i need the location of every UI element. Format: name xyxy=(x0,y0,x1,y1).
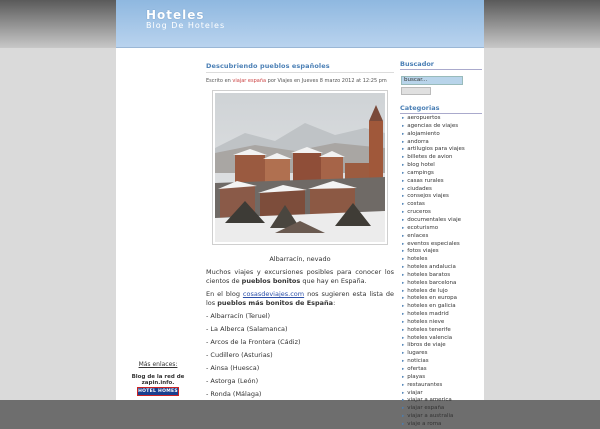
p2-text-d: : xyxy=(333,298,336,307)
category-link[interactable]: ▸ cruceros xyxy=(402,209,482,217)
category-link[interactable]: ▸ hoteles de lujo xyxy=(402,288,482,296)
category-link[interactable]: ▸ hoteles xyxy=(402,256,482,264)
category-link[interactable]: ▸ consejos viajes xyxy=(402,193,482,201)
category-link[interactable]: ▸ enlaces xyxy=(402,233,482,241)
list-item: - Astorga (León) xyxy=(206,377,259,385)
category-link[interactable]: ▸ restaurantes xyxy=(402,382,482,390)
category-link[interactable]: ▸ hoteles en galicia xyxy=(402,303,482,311)
category-link[interactable]: ▸ viajar xyxy=(402,390,482,398)
categories-list xyxy=(402,115,482,429)
post-title[interactable]: Descubriendo pueblos españoles xyxy=(206,62,394,73)
search-input[interactable]: buscar... xyxy=(401,76,463,85)
mas-enlaces-link[interactable]: Más enlaces: xyxy=(138,361,178,368)
list-item: - La Alberca (Salamanca) xyxy=(206,325,288,333)
category-link[interactable]: ▸ campings xyxy=(402,170,482,178)
post-photo[interactable] xyxy=(212,90,388,245)
category-link[interactable]: ▸ playas xyxy=(402,374,482,382)
list-item: - Cudillero (Asturias) xyxy=(206,351,273,359)
category-link[interactable]: ▸ hoteles madrid xyxy=(402,311,482,319)
category-link[interactable]: ▸ ofertas xyxy=(402,366,482,374)
list-item: - Ronda (Málaga) xyxy=(206,390,262,398)
p1-text-a: Muchos viajes y excursiones posibles para conocer los cientos de xyxy=(206,268,394,285)
category-link[interactable]: ▸ costas xyxy=(402,201,482,209)
category-link[interactable]: ▸ lugares xyxy=(402,350,482,358)
right-sidebar xyxy=(400,60,482,427)
site-title[interactable]: Hoteles xyxy=(146,8,205,22)
category-link[interactable]: ▸ viajar a america xyxy=(402,397,482,405)
post-meta xyxy=(206,78,394,84)
search-button[interactable] xyxy=(401,87,431,95)
search-title: Buscador xyxy=(400,60,482,70)
meta-prefix: Escrito en xyxy=(206,78,231,84)
category-link[interactable]: ▸ agencias de viajes xyxy=(402,123,482,131)
category-link[interactable]: ▸ billetes de avion xyxy=(402,154,482,162)
category-link[interactable]: ▸ hoteles baratos xyxy=(402,272,482,280)
p1-text-c: que hay en España. xyxy=(300,276,367,285)
hotel-homes-badge[interactable]: HOTEL HOMES xyxy=(138,389,178,394)
paragraph-intro xyxy=(206,268,394,285)
category-link[interactable]: ▸ noticias xyxy=(402,358,482,366)
category-link[interactable]: ▸ documentales viaje xyxy=(402,217,482,225)
list-item: - Ainsa (Huesca) xyxy=(206,364,260,372)
list-item: - Albarracín (Teruel) xyxy=(206,312,271,320)
site-header xyxy=(116,0,484,48)
post xyxy=(206,62,394,398)
category-link[interactable]: ▸ alojamiento xyxy=(402,131,482,139)
category-link[interactable]: ▸ viajar a australia xyxy=(402,413,482,421)
p2-bold: pueblos más bonitos de España xyxy=(217,298,334,307)
category-link[interactable]: ▸ eventos especiales xyxy=(402,241,482,249)
category-link[interactable]: ▸ andorra xyxy=(402,139,482,147)
category-link[interactable]: ▸ viaje a roma xyxy=(402,421,482,429)
category-link[interactable]: ▸ aeropuertos xyxy=(402,115,482,123)
paragraph-blog xyxy=(206,290,394,307)
left-sidebar xyxy=(116,48,200,400)
category-link[interactable]: ▸ ecoturismo xyxy=(402,225,482,233)
category-link[interactable]: ▸ hoteles valencia xyxy=(402,335,482,343)
snowy-village-image xyxy=(215,93,385,242)
meta-category-link[interactable]: viajar españa xyxy=(232,78,267,84)
category-link[interactable]: ▸ artilugios para viajes xyxy=(402,146,482,154)
category-link[interactable]: ▸ casas rurales xyxy=(402,178,482,186)
categories-title: Categorias xyxy=(400,104,482,114)
p1-bold: pueblos bonitos xyxy=(241,276,301,285)
category-link[interactable]: ▸ libros de viaje xyxy=(402,342,482,350)
p2-text-a: En el blog xyxy=(206,290,243,298)
cosasdeviajes-link[interactable]: cosasdeviajes.com xyxy=(242,290,305,298)
p2-text-b: nos sugieren esta lista de los xyxy=(206,290,394,307)
category-link[interactable]: ▸ hoteles en europa xyxy=(402,295,482,303)
category-link[interactable]: ▸ fotos viajes xyxy=(402,248,482,256)
category-link[interactable]: ▸ hoteles nieve xyxy=(402,319,482,327)
photo-caption: Albarracín, nevado xyxy=(269,255,331,263)
category-link[interactable]: ▸ hoteles barcelona xyxy=(402,280,482,288)
page-container xyxy=(116,0,484,427)
category-link[interactable]: ▸ blog hotel xyxy=(402,162,482,170)
site-description: Blog De Hoteles xyxy=(146,21,226,30)
category-link[interactable]: ▸ ciudades xyxy=(402,186,482,194)
meta-suffix: por Viajes en Jueves 8 marzo 2012 at 12:25 pm xyxy=(267,78,387,84)
blog-network-text: Blog de la red de zapin.info. xyxy=(131,374,185,386)
category-link[interactable]: ▸ viajar españa xyxy=(402,405,482,413)
category-link[interactable]: ▸ hoteles tenerife xyxy=(402,327,482,335)
list-item: - Arcos de la Frontera (Cádiz) xyxy=(206,338,301,346)
category-link[interactable]: ▸ hoteles andalucia xyxy=(402,264,482,272)
